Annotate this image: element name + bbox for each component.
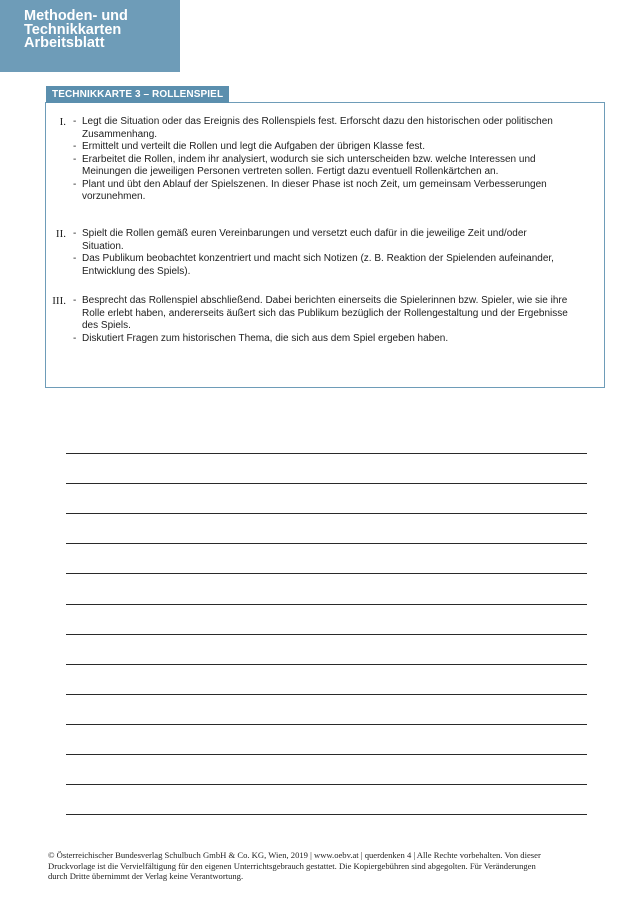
bullet-dash: - (73, 295, 77, 306)
instruction-line: vorzunehmen. (82, 191, 146, 202)
instruction-line: Erarbeitet die Rollen, indem ihr analysiert, wodurch sie sich unterscheiden bzw. welche Interessen und (82, 153, 536, 165)
writing-line (66, 754, 587, 755)
instruction-line: Legt die Situation oder das Ereignis des Rollenspiels fest. Erforscht dazu den historischen oder politischen (82, 116, 553, 127)
instruction-line: Situation. (82, 240, 124, 252)
instruction-line: Diskutiert Fragen zum historischen Thema, die sich aus dem Spiel ergeben haben. (82, 332, 449, 344)
worksheet-title (24, 10, 174, 51)
bullet-dash: - (73, 178, 77, 190)
writing-line (66, 664, 587, 665)
instruction-item (82, 154, 588, 179)
writing-line (66, 634, 587, 635)
footer-line-3: durch Dritte übernimmt der Verlag keine Verantwortung. (48, 871, 244, 881)
writing-line (66, 694, 587, 695)
section-numeral: III. (52, 295, 66, 307)
title-line-2: Technikkarten (24, 21, 122, 38)
card-label: TECHNIKKARTE 3 – ROLLENSPIEL (46, 86, 229, 103)
instruction-item (82, 141, 588, 154)
instruction-line: Entwicklung des Spiels). (82, 265, 191, 277)
bullet-dash: - (73, 332, 77, 344)
instruction-item (82, 116, 588, 141)
bullet-dash: - (73, 116, 77, 127)
instruction-line: des Spiels. (82, 320, 131, 331)
instruction-line: Meinungen die jeweiligen Personen vertreten sollen. Fertigt dazu eventuell Rollenkärtchen an. (82, 166, 499, 177)
section-numeral: I. (59, 116, 66, 128)
writing-line (66, 814, 587, 815)
instruction-line: Zusammenhang. (82, 128, 158, 140)
instruction-line: Spielt die Rollen gemäß euren Vereinbarungen und versetzt euch dafür in die jeweilige Zeit und/oder (82, 228, 527, 239)
bullet-dash: - (73, 153, 77, 165)
instruction-item (82, 295, 588, 333)
instruction-line: Rolle erlebt haben, andererseits äußert sich das Publikum bezüglich der Rollengestaltung und der Ergebnisse (82, 307, 568, 319)
instruction-line: Plant und übt den Ablauf der Spielszenen. In dieser Phase ist noch Zeit, um gemeinsam Verbesserungen (82, 178, 547, 190)
bullet-dash: - (73, 141, 77, 152)
instruction-item (82, 228, 588, 253)
title-line-3: Arbeitsblatt (24, 35, 105, 51)
instruction-item (82, 179, 588, 204)
writing-line (66, 573, 587, 574)
writing-line (66, 483, 587, 484)
writing-line (66, 513, 587, 514)
footer-line-2: Druckvorlage ist die Vervielfältigung für den eigenen Unterrichtsgebrauch gestattet. Die Kopiergebühren sind abgegolten. Für Veränderungen (48, 860, 536, 871)
instruction-item (82, 333, 588, 346)
title-line-1: Methoden- und (24, 8, 128, 24)
instruction-line: Besprecht das Rollenspiel abschließend. Dabei berichten einerseits die Spielerinnen bzw. Spieler, wie sie ihre (82, 295, 568, 306)
writing-line (66, 604, 587, 605)
instruction-line: Ermittelt und verteilt die Rollen und legt die Aufgaben der übrigen Klasse fest. (82, 141, 425, 152)
section-numeral: II. (55, 228, 66, 240)
instruction-line: Das Publikum beobachtet konzentriert und macht sich Notizen (z. B. Reaktion der Spielenden aufeinander, (82, 253, 554, 264)
writing-line (66, 784, 587, 785)
writing-line (66, 543, 587, 544)
footer-line-1: © Österreichischer Bundesverlag Schulbuch GmbH & Co. KG, Wien, 2019 | www.oebv.at | querdenken 4 | Alle Rechte vorbehalten. Von dieser (48, 850, 541, 860)
instruction-item (82, 253, 588, 278)
bullet-dash: - (73, 228, 77, 239)
bullet-dash: - (73, 253, 77, 264)
writing-line (66, 724, 587, 725)
copyright-footer (48, 850, 604, 882)
writing-line (66, 453, 587, 454)
